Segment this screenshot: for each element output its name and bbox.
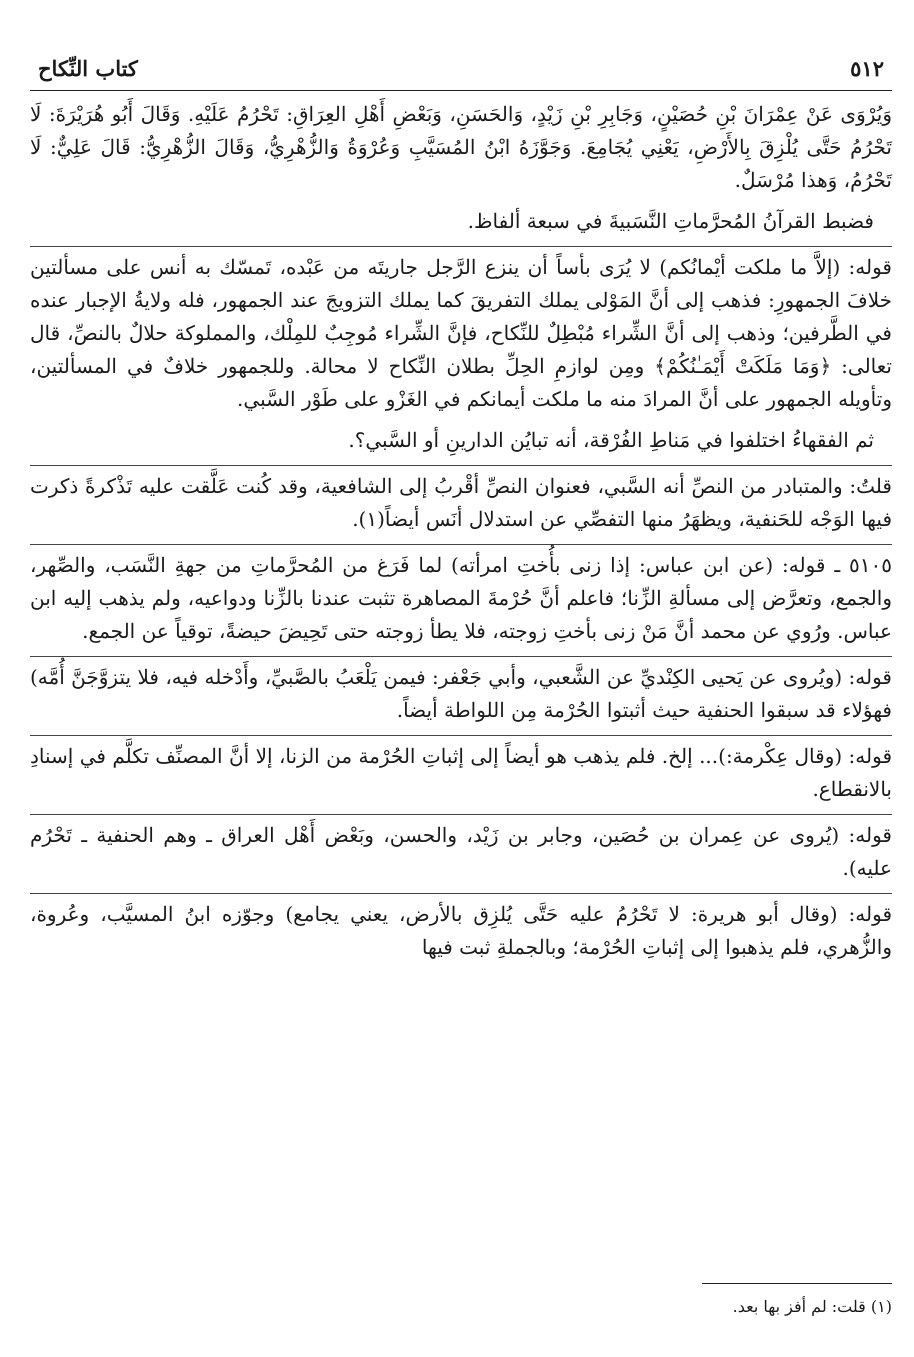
paragraph-hadith-5105: ٥١٠٥ ـ قوله: (عن ابن عباس: إذا زنى بأُختِ امرأته) لما فَرَغ من المُحرَّماتِ من جهةِ النَّسَب، والصِّهر، والجمع، وتعرَّض إلى مسألةِ الزِّنا؛ فاعلم أنَّ حُرْمةَ المصاهرة تثبت عندنا بالزِّنا ودواعيه، ولم يذهب إليه ابن عباس. ورُوي عن محمد أنَّ مَنْ زنى بأختِ زوجته، فلا يطأ زوجته حتى تَحِيضَ حيضةً، توقياً عن الجمع. <box>30 544 892 648</box>
paragraph: قلتُ: والمتبادر من النصِّ أنه السَّبي، فعنوان النصِّ أقْربُ إلى الشافعية، وقد كُنت عَلَّقت عليه تَذْكرةً ذكرت فيها الوَجْه للحَنفية، ويظهَرُ منها التفصِّي عن استدلال أنَس أيضاً(١). <box>30 465 892 536</box>
paragraph: ثم الفقهاءُ اختلفوا في مَناطِ الفُرْقة، أنه تبايُن الدارينِ أو السَّبي؟. <box>348 428 874 452</box>
paragraph: فضبط القرآنُ المُحرَّماتِ النَّسَبيةَ في سبعة ألفاظ. <box>467 209 874 233</box>
paragraph: قوله: (وقال أبو هريرة: لا تَحْرُمُ عليه حَتَّى يُلزِق بالأرض، يعني يجامع) وجوّزه ابنُ المسيَّب، وعُروة، والزُّهري، فلم يذهبوا إلى إثباتِ الحُرْمة؛ وبالجملةِ ثبت فيها <box>30 893 892 964</box>
paragraph: قوله: (وقال عِكْرمة:)... إلخ. فلم يذهب هو أيضاً إلى إثباتِ الحُرْمة من الزنا، إلا أنَّ المصنِّف تكلَّم في إسنادِ بالانقطاع. <box>30 735 892 806</box>
footnote: (١) قلت: لم أفز بها بعد. <box>732 1297 892 1316</box>
paragraph-quran-quote: وَيُرْوَى عَنْ عِمْرَانَ بْنِ حُصَيْنٍ، وَجَابِرِ بْنِ زَيْدٍ، وَالحَسَنِ، وَبَعْضِ أَهْلِ العِرَاقِ: تَحْرُمُ عَلَيْهِ. وَقَالَ أَبُو هُرَيْرَةَ: لَا تَحْرُمُ حَتَّى يُلْزِقَ بِالأَرْضِ، يَعْنِي يُجَامِعَ. وَجَوَّزَهُ ابْنُ المُسَيَّبِ وَعُرْوَةُ وَالزُّهْرِيُّ، وَقَالَ الزُّهْرِيُّ: قَالَ عَلِيٌّ: لَا تَحْرُمُ، وَهذا مُرْسَلٌ. <box>30 102 892 192</box>
page-number: ٥١٢ <box>850 56 884 81</box>
paragraph: قوله: (يُروى عن عِمران بن حُصَين، وجابر بن زَيْد، والحسن، وبَعْض أَهْل العراق ـ وهم الحنفية ـ تَحْرُم عليه). <box>30 814 892 885</box>
page-header <box>30 50 892 91</box>
main-text <box>30 98 892 972</box>
paragraph: قوله: (إلاَّ ما ملكت أيْمانُكم) لا يُرَى بأساً أن ينزع الرَّجل جاريتَه من عَبْده، تَمسّك به أنس على مسألتين خلافَ الجمهورِ: فذهب إلى أنَّ المَوْلى يملك التفريقَ كما يملك التزويجَ عند الجمهور، فله ولايةُ الإجبار عنده في الطَّرفين؛ وذهب إلى أنَّ الشِّراء مُبْطِلٌ للنِّكاح، فإنَّ الشِّراء مُوجِبٌ للمِلْك، والمملوكة حلالٌ بالنصِّ، قال تعالى: ﴿وَمَا مَلَكَتْ أَيْمَـٰنُكُمْ﴾ ومِن لوازمِ الحِلِّ بطلان النِّكاح لا محالة. وللجمهور خلافٌ في المسألتين، وتأويله الجمهور على أنَّ المرادَ منه ما ملكت أيمانكم في الغَزْو على طَوْر السَّبي. <box>30 246 892 416</box>
running-title: كتاب النِّكاح <box>38 56 138 81</box>
book-page <box>30 30 892 1330</box>
footnote-divider <box>702 1283 892 1284</box>
paragraph: قوله: (ويُروى عن يَحيى الكِنْديِّ عن الشَّعبي، وأبي جَعْفر: فيمن يَلْعَبُ بالصَّبيِّ، وأَدْخله فيه، فلا يتزوَّجَنَّ أُمَّه) فهؤلاء قد سبقوا الحنفية حيث أثبتوا الحُرْمة مِن اللواطة أيضاً. <box>30 656 892 727</box>
